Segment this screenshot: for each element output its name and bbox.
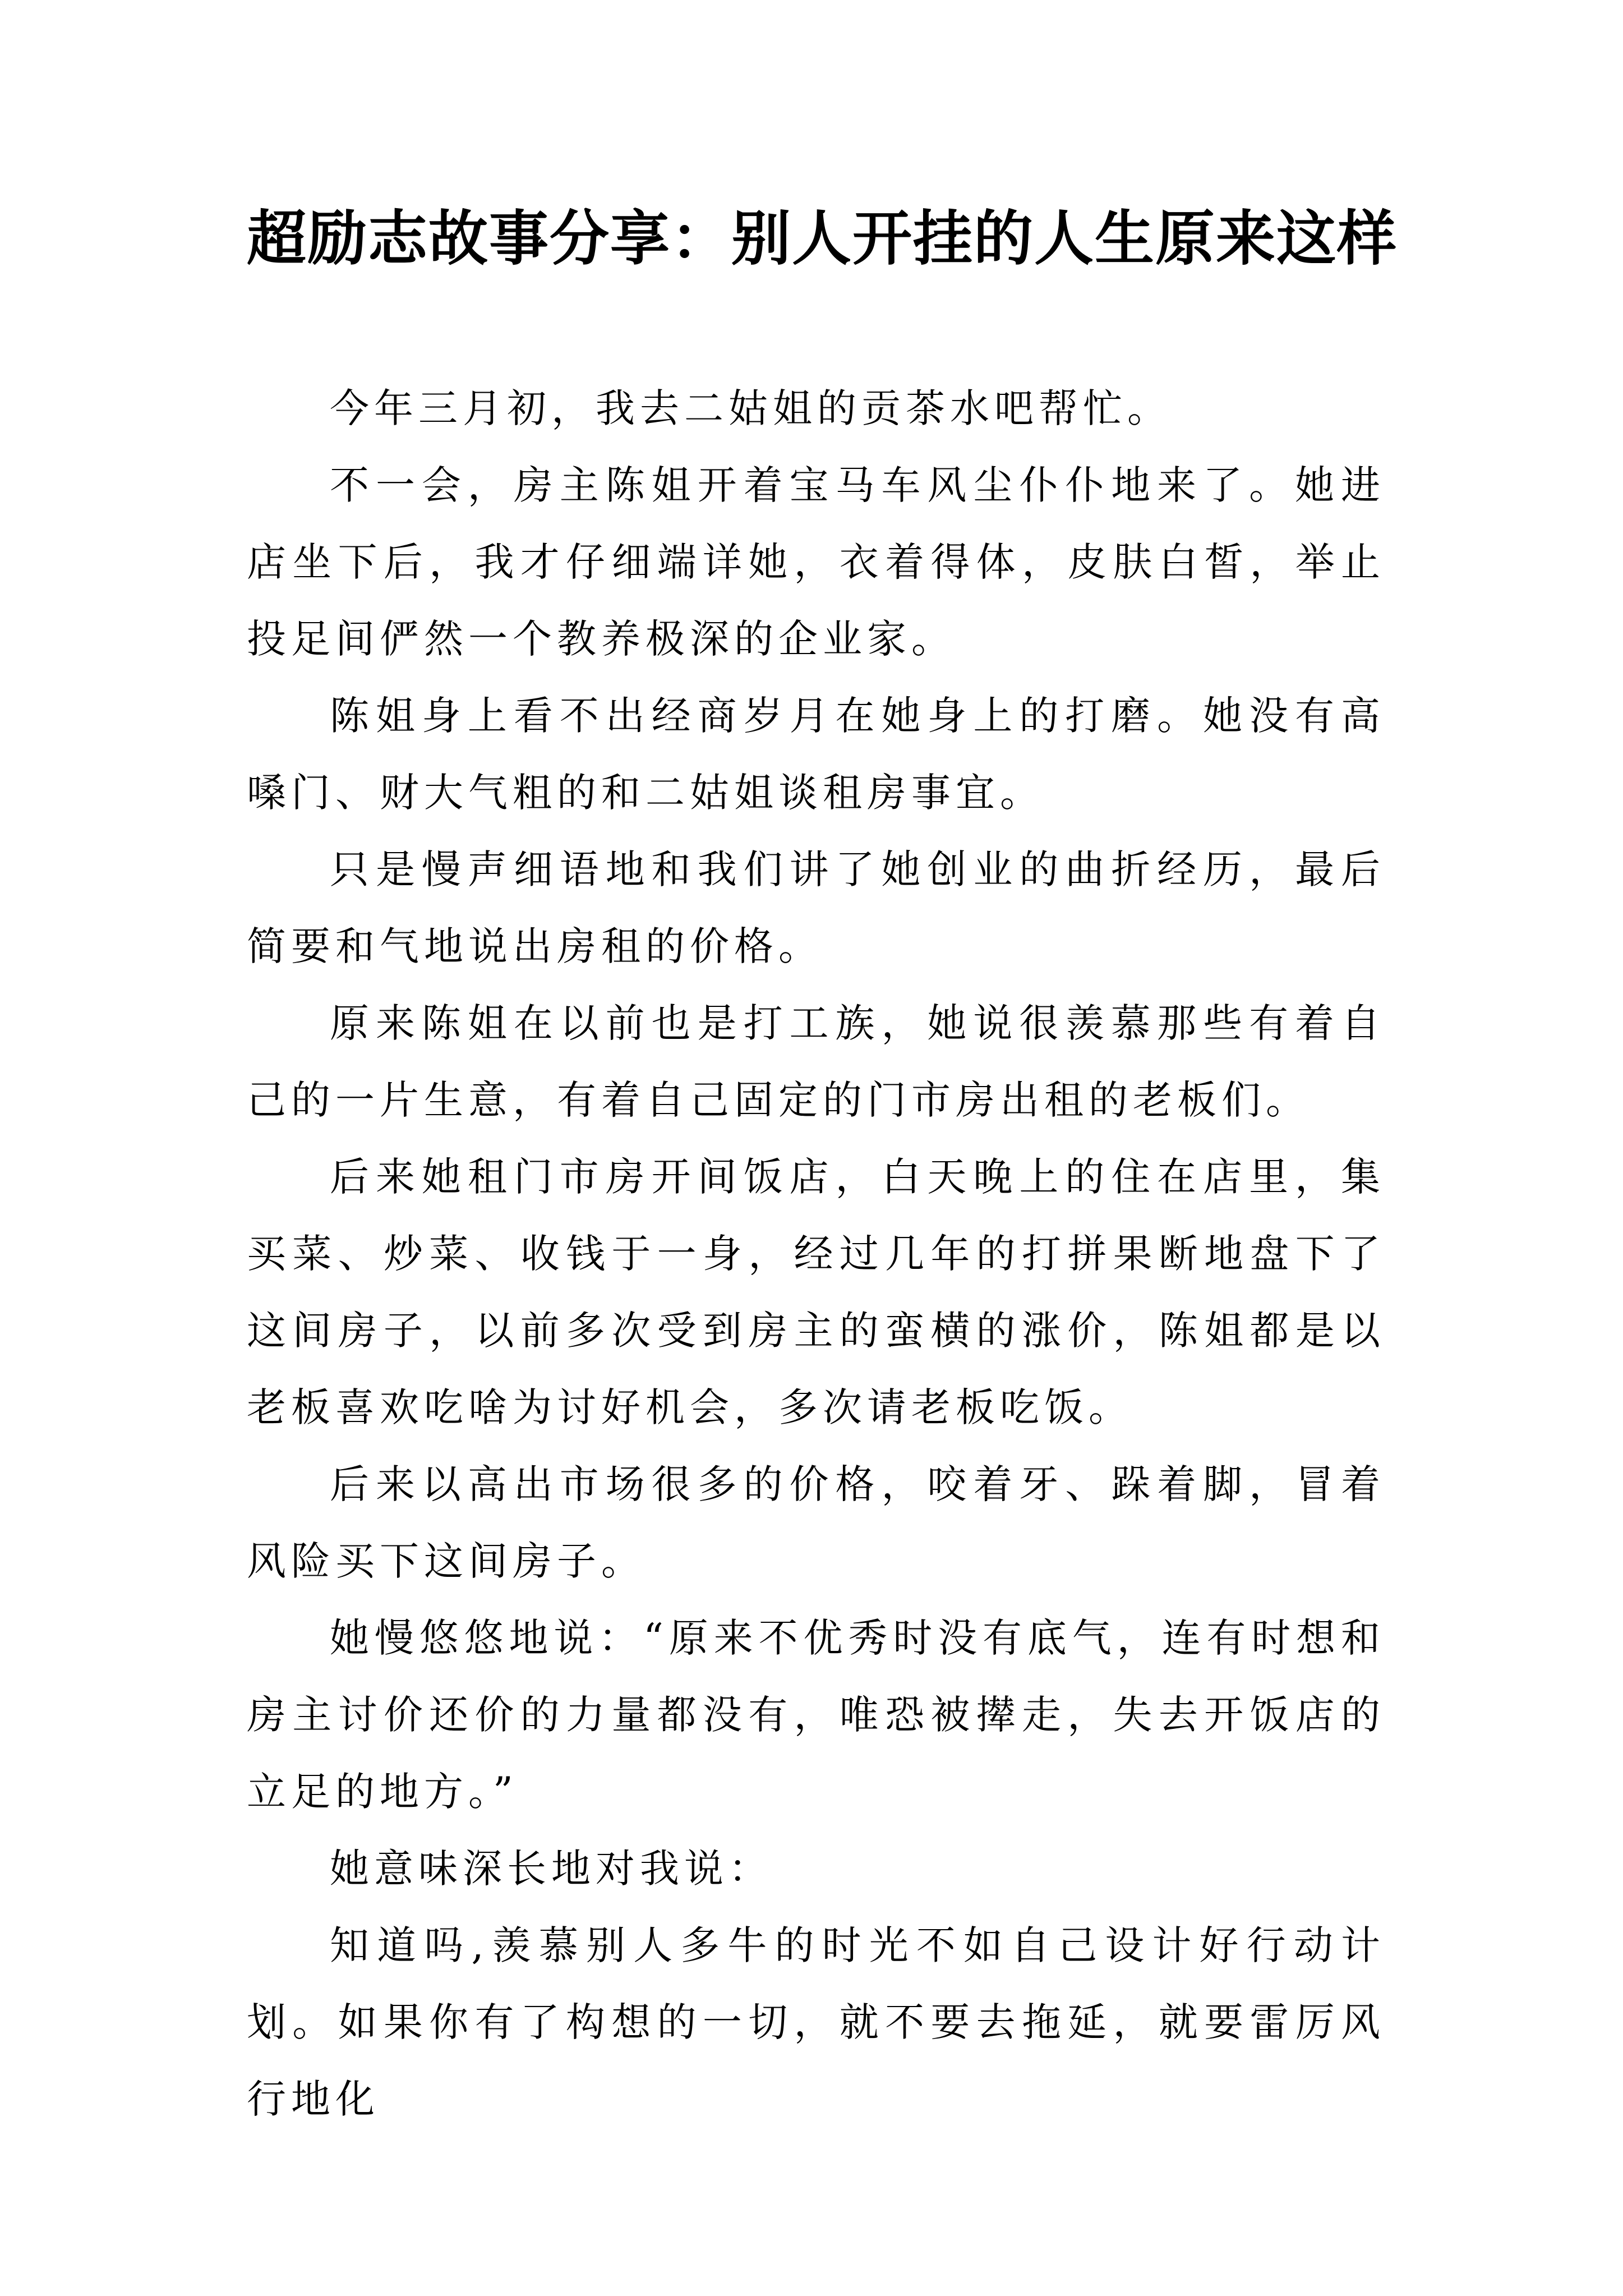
document-title: 超励志故事分享：别人开挂的人生原来这样 xyxy=(247,203,1398,273)
paragraph: 陈姐身上看不出经商岁月在她身上的打磨。她没有高嗓门、财大气粗的和二姑姐谈租房事宜。 xyxy=(247,693,1385,816)
paragraph: 后来她租门市房开间饭店，白天晚上的住在店里，集买菜、炒菜、收钱于一身，经过几年的打拼果断地盘下了这间房子，以前多次受到房主的蛮横的涨价，陈姐都是以老板喜欢吃啥为讨好机会，多次请老板吃饭。 xyxy=(247,1154,1385,1430)
paragraph: 只是慢声细语地和我们讲了她创业的曲折经历，最后简要和气地说出房租的价格。 xyxy=(247,846,1385,969)
paragraph: 她慢悠悠地说：“原来不优秀时没有底气，连有时想和房主讨价还价的力量都没有，唯恐被撵走，失去开饭店的立足的地方。” xyxy=(247,1615,1385,1815)
paragraph: 不一会，房主陈姐开着宝马车风尘仆仆地来了。她进店坐下后，我才仔细端详她，衣着得体，皮肤白皙，举止投足间俨然一个教养极深的企业家。 xyxy=(247,462,1385,662)
document-body xyxy=(247,370,1385,2138)
paragraph: 知道吗,羡慕别人多牛的时光不如自己设计好行动计划。如果你有了构想的一切，就不要去拖延，就要雷厉风行地化 xyxy=(247,1922,1385,2122)
paragraph: 今年三月初，我去二姑姐的贡茶水吧帮忙。 xyxy=(330,385,1172,431)
paragraph: 原来陈姐在以前也是打工族，她说很羡慕那些有着自己的一片生意，有着自己固定的门市房出租的老板们。 xyxy=(247,1000,1385,1123)
paragraph: 她意味深长地对我说： xyxy=(330,1846,773,1892)
paragraph: 后来以高出市场很多的价格，咬着牙、跺着脚，冒着风险买下这间房子。 xyxy=(247,1461,1385,1584)
